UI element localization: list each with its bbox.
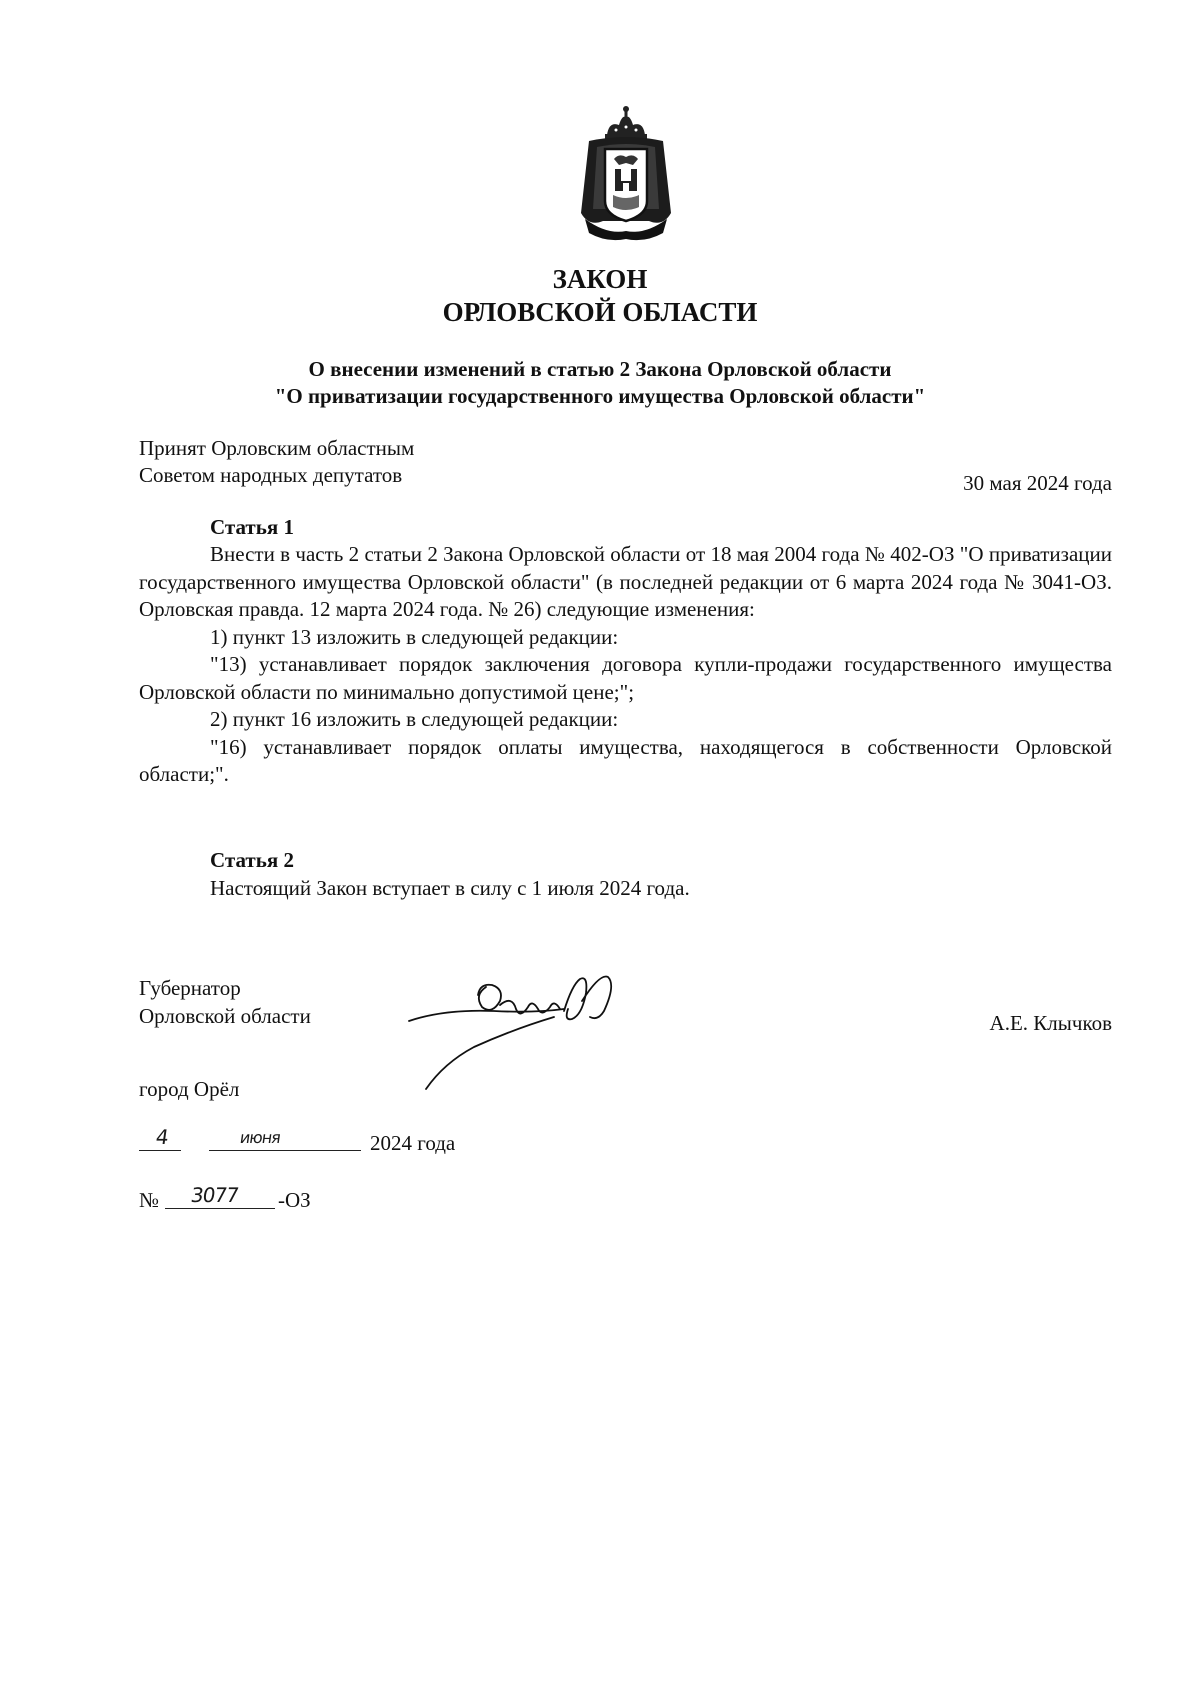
article1-text [139, 541, 1112, 789]
article2-heading: Статья 2 [210, 848, 294, 872]
law-subject-line1: О внесении изменений в статью 2 Закона Орловской области [308, 357, 892, 381]
day-underline [139, 1150, 181, 1151]
signature-icon [404, 965, 634, 1101]
article2-text: Настоящий Закон вступает в силу с 1 июля 2024 года. [210, 876, 690, 900]
coat-of-arms-icon [567, 103, 685, 245]
article1-paragraph2: 1) пункт 13 изложить в следующей редакции: [210, 624, 619, 649]
signer-position-line2: Орловской области [139, 1004, 311, 1028]
region-title: ОРЛОВСКОЙ ОБЛАСТИ [442, 297, 758, 327]
year-text: 2024 года [370, 1131, 456, 1155]
signer-name: А.Е. Клычков [989, 1011, 1112, 1035]
article1-paragraph1: Внести в часть 2 статьи 2 Закона Орловской области от 18 мая 2004 года № 402-ОЗ "О приватизации государственного имущества Орловской области" (в последней редакции от 6 марта 2024 года № 3041-ОЗ. Орловская правда. 12 марта 2024 года. № 26) следующие изменения: [139, 542, 1112, 621]
number-prefix: № [139, 1188, 160, 1212]
city: город Орёл [139, 1077, 240, 1101]
month-value: июня [238, 1128, 282, 1147]
signer-position-line1: Губернатор [139, 976, 241, 1000]
adoption-line1: Принят Орловским областным [139, 436, 415, 460]
law-number: 3077 [189, 1183, 240, 1207]
article1-paragraph3: "13) устанавливает порядок заключения договора купли-продажи государственного имущества Орловской области по минимально допустимой цене;"; [139, 652, 1112, 704]
number-suffix: -ОЗ [278, 1188, 311, 1212]
document-type-title: ЗАКОН [552, 264, 648, 294]
number-underline [165, 1208, 275, 1209]
adoption-date: 30 мая 2024 года [963, 471, 1112, 495]
article1-paragraph4: 2) пункт 16 изложить в следующей редакции: [210, 707, 619, 731]
month-underline [209, 1150, 361, 1151]
day-value: 4 [154, 1125, 170, 1149]
adoption-line2: Советом народных депутатов [139, 463, 403, 487]
law-subject-line2: "О приватизации государственного имущества Орловской области" [274, 384, 926, 408]
article1-heading: Статья 1 [210, 515, 294, 539]
article1-paragraph5: "16) устанавливает порядок оплаты имущества, находящегося в собственности Орловской области;". [139, 734, 1112, 786]
